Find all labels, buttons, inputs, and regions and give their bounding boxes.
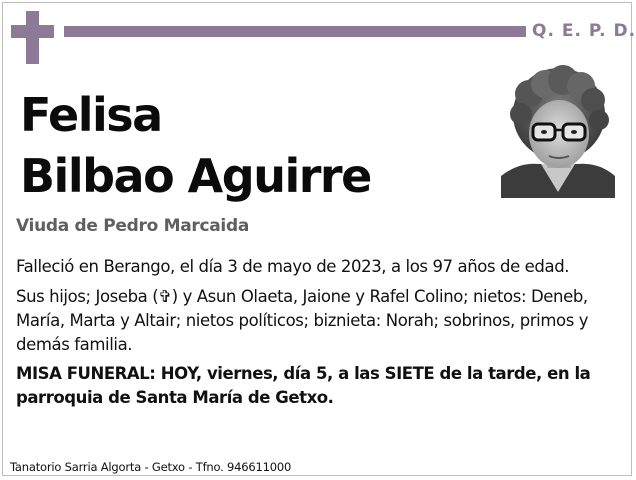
portrait-photo (501, 64, 615, 198)
death-announcement: Falleció en Berango, el día 3 de mayo de 2023, a los 97 años de edad. (16, 257, 570, 276)
funeral-home-footer: Tanatorio Sarria Algorta - Getxo - Tfno. 946611000 (10, 460, 292, 474)
qepd-label: Q. E. P. D. (532, 21, 636, 41)
header-rule (64, 26, 526, 37)
notice-body (16, 255, 616, 410)
funeral-mass-info: MISA FUNERAL: HOY, viernes, día 5, a las SIETE de la tarde, en la parroquia de Santa María de Getxo. (16, 364, 591, 407)
cross-icon (11, 25, 54, 38)
family-list: Sus hijos; Joseba (✞) y Asun Olaeta, Jaione y Rafel Colino; nietos: Deneb, María, Marta y Altair; nietos políticos; biznieta: Norah; sobrinos, primos y demás familia. (16, 287, 589, 354)
deceased-first-name: Felisa (20, 88, 162, 142)
deceased-surnames: Bilbao Aguirre (20, 149, 371, 203)
relation-subtitle: Viuda de Pedro Marcaida (16, 216, 249, 236)
